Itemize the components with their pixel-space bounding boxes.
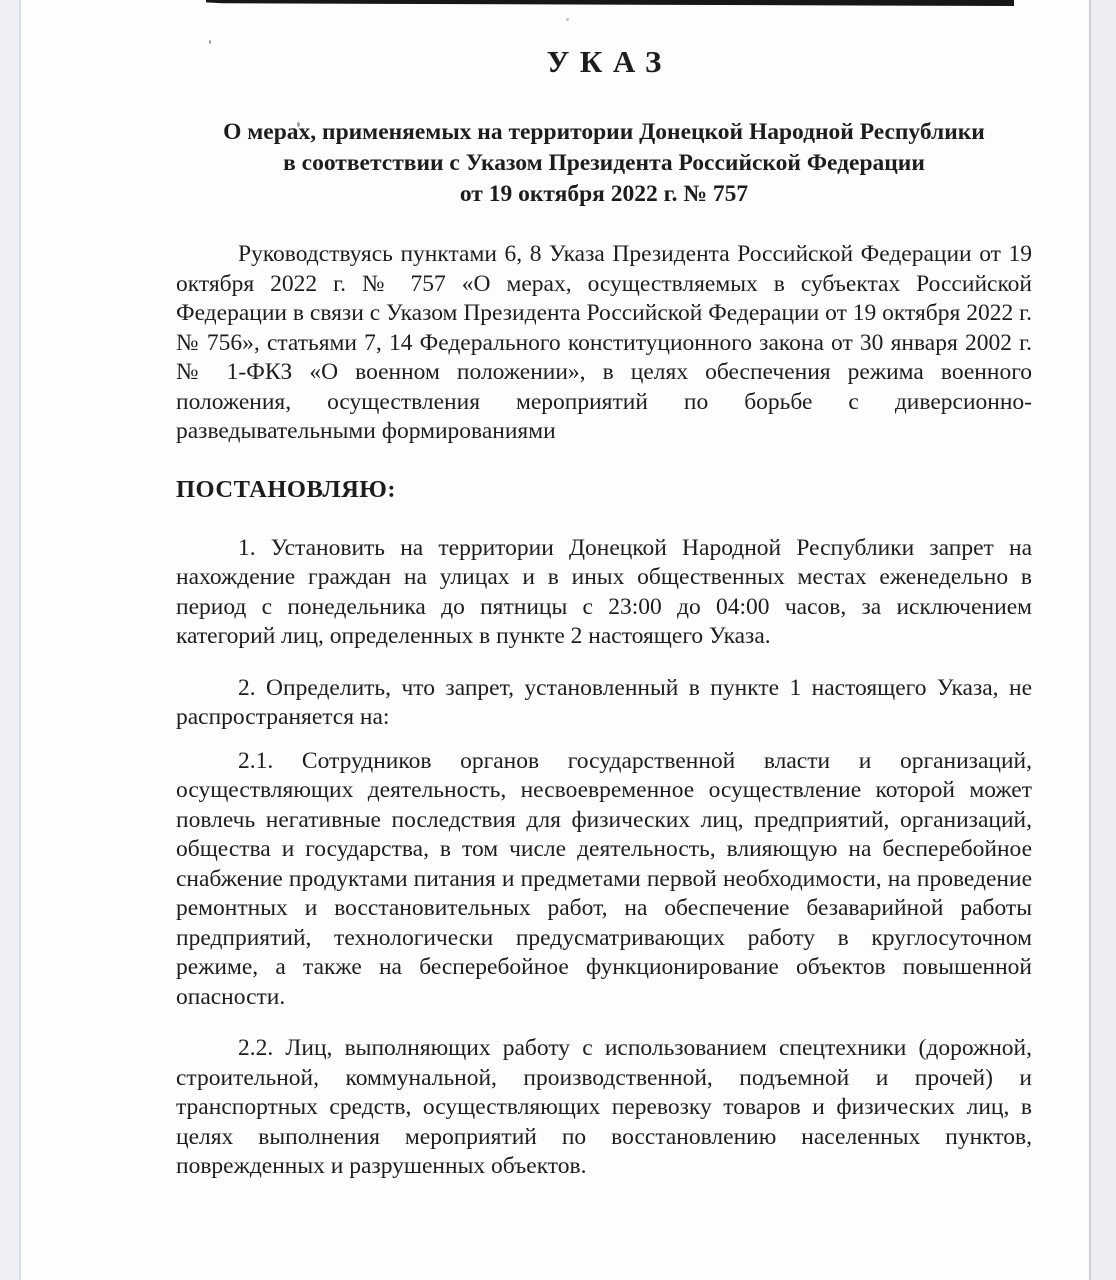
decree-subject-line: от 19 октября 2022 г. № 757 bbox=[459, 181, 749, 207]
scan-edge-left bbox=[0, 0, 21, 1280]
decree-document bbox=[176, 44, 1032, 1182]
decree-item-2: 2. Определить, что запрет, установленный в пункте 1 настоящего Указа, не распространяется на: bbox=[176, 674, 1032, 730]
decree-item-2-2: 2.2. Лиц, выполняющих работу с использованием спецтехники (дорожной, строительной, коммунальной, производственной, подъемной и прочей) и транспортных средств, осуществляющих перевозку товаров и физических лиц, в целях выполнения мероприятий по восстановлению населенных пунктов, поврежденных и разрушенных объектов. bbox=[176, 1035, 1032, 1179]
decree-preamble: Руководствуясь пунктами 6, 8 Указа Президента Российской Федерации от 19 октября 2022 г. № 757 «О мерах, осуществляемых в субъектах Российской Федерации в связи с Указом Президента Российской Федерации от 19 октября 2022 г. № 756», статьями 7, 14 Федерального конституционного закона от 30 января 2002 г. № 1-ФКЗ «О военном положении», в целях обеспечения режима военного положения, осуществления мероприятий по борьбе с диверсионно-разведывательными формированиями bbox=[176, 241, 1032, 444]
decree-subject-line: в соответствии с Указом Президента Российской Федерации bbox=[283, 150, 925, 176]
scan-top-edge-artifact bbox=[206, 0, 1014, 6]
decree-subject bbox=[176, 117, 1032, 210]
decree-subject-line: О мерах, применяемых на территории Донецкой Народной Республики bbox=[223, 119, 985, 145]
resolution-heading: ПОСТАНОВЛЯЮ: bbox=[176, 475, 397, 503]
decree-item-2-1: 2.1. Сотрудников органов государственной власти и организаций, осуществляющих деятельность, несвоевременное осуществление которой может повлечь негативные последствия для физических лиц, предприятий, организаций, общества и государства, в том числе деятельность, влияющую на бесперебойное снабжение продуктами питания и предметами первой необходимости, на проведение ремонтных и восстановительных работ, на обеспечение безаварийной работы предприятий, технологически предусматривающих работу в круглосуточном режиме, а также на бесперебойное функционирование объектов повышенной опасности. bbox=[176, 747, 1032, 1010]
scan-edge-right bbox=[1089, 0, 1116, 1280]
decree-item-1: 1. Установить на территории Донецкой Народной Республики запрет на нахождение граждан на улицах и в иных общественных местах еженедельно в период с понедельника до пятницы с 23:00 до 04:00 часов, за исключением категорий лиц, определенных в пункте 2 настоящего Указа. bbox=[176, 534, 1032, 649]
decree-title: УКАЗ bbox=[546, 44, 672, 79]
scan-speck bbox=[566, 18, 569, 21]
